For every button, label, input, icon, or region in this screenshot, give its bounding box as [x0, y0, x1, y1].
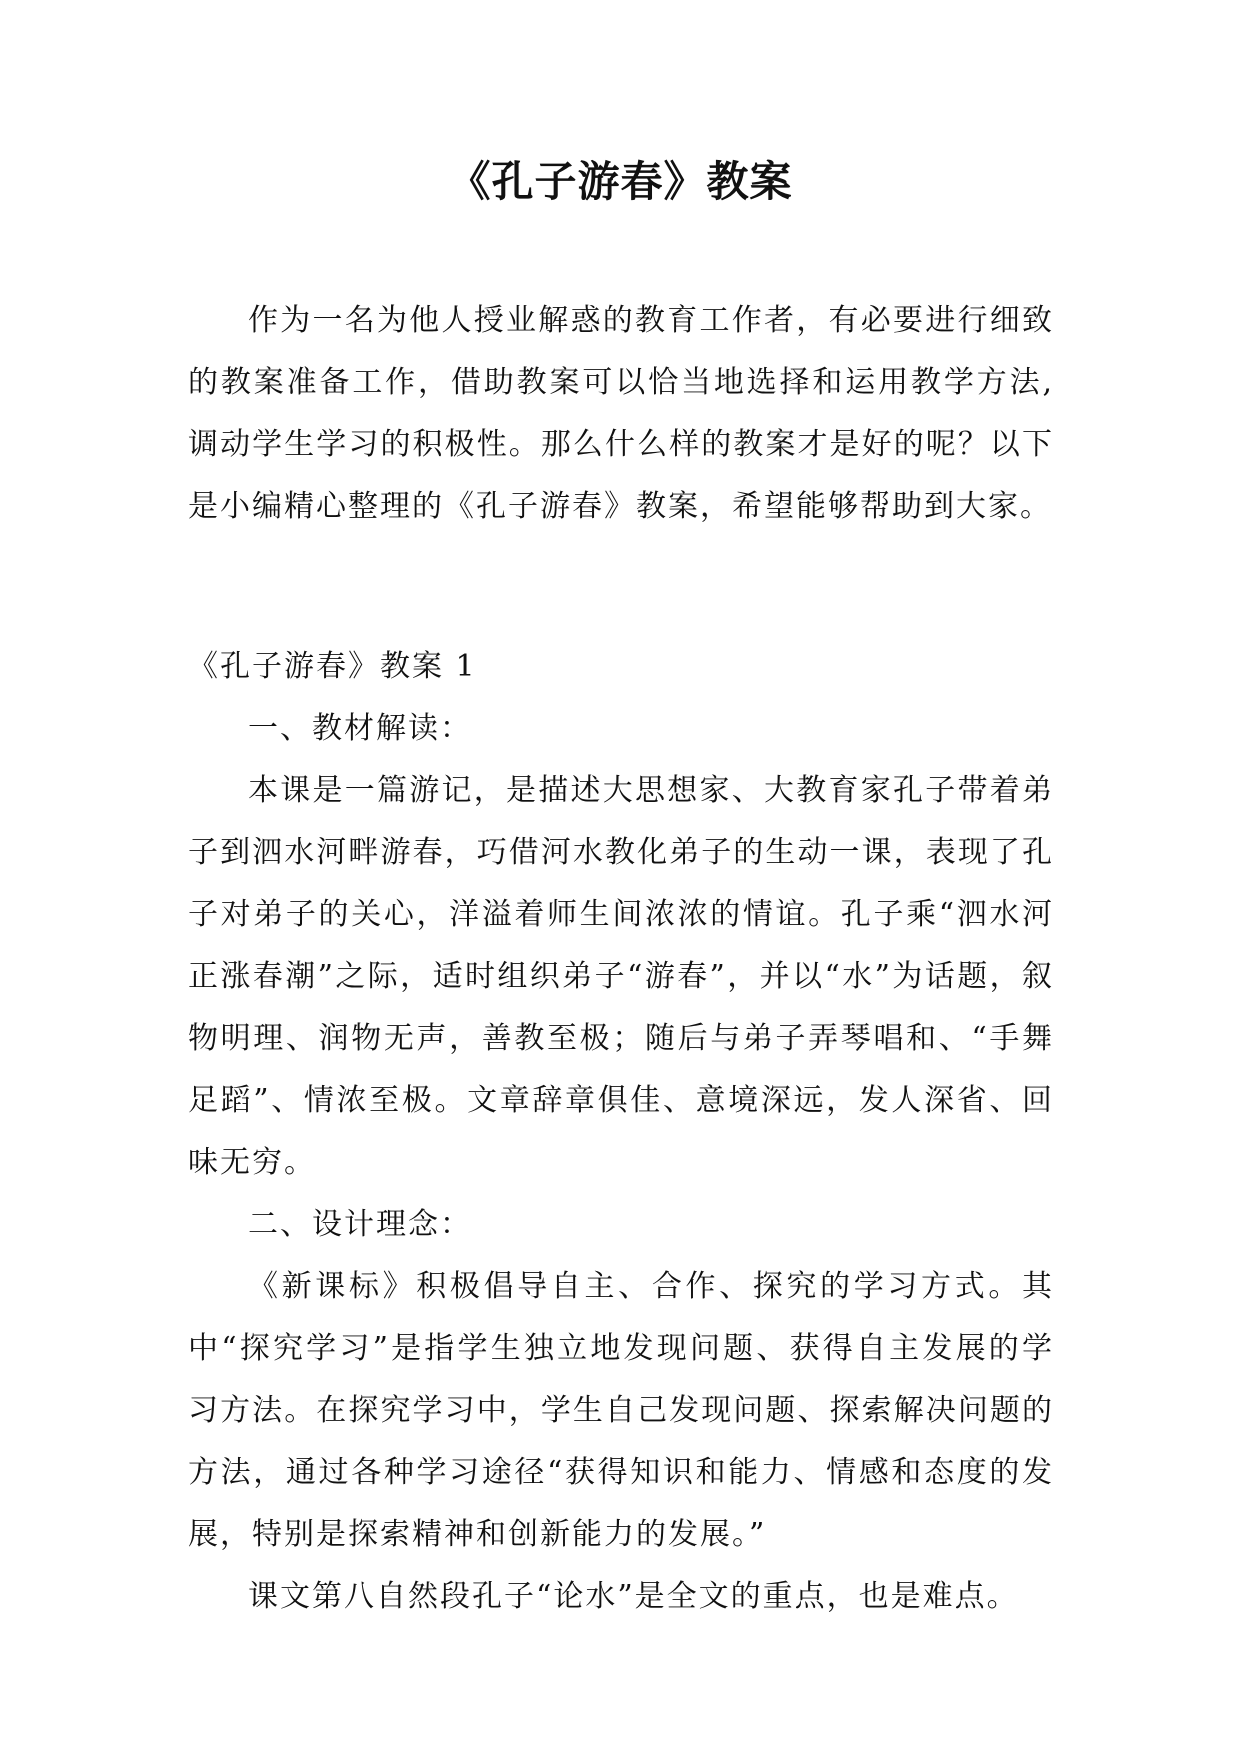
intro-paragraph: 作为一名为他人授业解惑的教育工作者，有必要进行细致的教案准备工作，借助教案可以恰当地选择和运用教学方法,调动学生学习的积极性。那么什么样的教案才是好的呢？以下是小编精心整理的《孔子游春》教案，希望能够帮助到大家。 — [188, 303, 1054, 524]
body-paragraph-2: 《新课标》积极倡导自主、合作、探究的学习方式。其中“探究学习”是指学生独立地发现问题、获得自主发展的学习方法。在探究学习中，学生自己发现问题、探索解决问题的方法，通过各种学习途径“获得知识和能力、情感和态度的发展，特别是探索精神和创新能力的发展。” — [188, 1269, 1054, 1552]
document-title: 《孔子游春》教案 — [448, 157, 793, 206]
body-paragraph-1: 本课是一篇游记，是描述大思想家、大教育家孔子带着弟子到泗水河畔游春，巧借河水教化弟子的生动一课，表现了孔子对弟子的关心，洋溢着师生间浓浓的情谊。孔子乘“泗水河正涨春潮”之际，适时组织弟子“游春”，并以“水”为话题，叙物明理、润物无声，善教至极；随后与弟子弄琴唱和、“手舞足蹈”、情浓至极。文章辞章俱佳、意境深远，发人深省、回味无穷。 — [188, 773, 1054, 1180]
body-paragraph-3: 课文第八自然段孔子“论水”是全文的重点，也是难点。 — [248, 1579, 1019, 1614]
section-subheading-2: 二、设计理念： — [248, 1207, 472, 1242]
intro-block — [188, 290, 1054, 538]
section-subheading-1: 一、教材解读： — [248, 711, 472, 746]
section-heading: 《孔子游春》教案 1 — [188, 649, 477, 684]
section-1 — [188, 636, 1054, 1628]
